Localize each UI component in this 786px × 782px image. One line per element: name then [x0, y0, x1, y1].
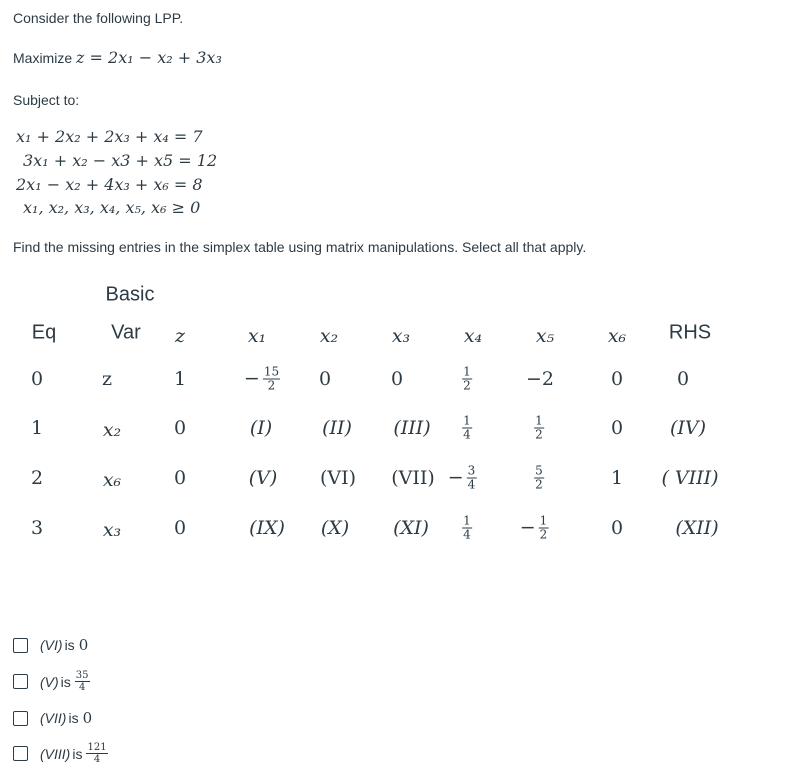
header-rhs: RHS: [668, 321, 712, 344]
row3-eq: 3: [30, 517, 44, 539]
intro-text: Consider the following LPP.: [13, 10, 184, 26]
constraint-3: 2x₁ − x₂ + 4x₃ + x₆ = 8: [16, 175, 203, 194]
numerator: 1: [463, 364, 471, 379]
denominator: 4: [463, 427, 471, 442]
option-value-fraction: [75, 670, 90, 693]
constraint-1: x₁ + 2x₂ + 2x₃ + x₄ = 7: [16, 127, 203, 146]
row0-rhs: 0: [676, 368, 690, 390]
row3-x1: (IX): [249, 517, 285, 539]
numerator: 1: [463, 413, 471, 428]
denominator: 2: [535, 427, 543, 442]
row1-x3: (III): [393, 417, 431, 439]
row3-var: x₃: [102, 519, 122, 541]
row0-x4: [462, 366, 472, 393]
minus-sign: −: [243, 367, 260, 389]
denominator: 4: [93, 754, 101, 765]
denominator: 4: [78, 682, 86, 693]
numerator: 1: [463, 513, 471, 528]
checkbox[interactable]: [13, 674, 28, 689]
row0-eq: 0: [30, 368, 44, 390]
row2-var: x₆: [102, 469, 122, 491]
header-x4: x₄: [463, 325, 483, 347]
row0-x1: [244, 366, 280, 393]
fraction: [462, 366, 472, 393]
denominator: 4: [463, 527, 471, 542]
header-x1: x₁: [247, 325, 267, 347]
nonnegativity-constraint: x₁, x₂, x₃, x₄, x₅, x₆ ≥ 0: [23, 198, 201, 217]
checkbox[interactable]: [13, 746, 28, 761]
row0-x3: 0: [390, 368, 404, 390]
row2-z: 0: [173, 467, 187, 489]
row2-rhs: ( VIII): [661, 467, 719, 489]
option-label: (VII): [40, 710, 67, 726]
numerator: 35: [75, 670, 89, 681]
row3-rhs: (XII): [675, 517, 719, 539]
row1-rhs: (IV): [669, 417, 707, 439]
objective-label: Maximize: [13, 50, 73, 66]
option-1[interactable]: [13, 636, 88, 654]
numerator: 121: [87, 742, 107, 753]
option-3[interactable]: [13, 709, 92, 727]
objective-expr: z = 2x₁ − x₂ + 3x₃: [76, 48, 222, 67]
numerator: 1: [535, 413, 543, 428]
row0-var: z: [101, 368, 113, 390]
option-value: 0: [78, 636, 89, 654]
fraction: [467, 465, 477, 492]
option-label: (V): [40, 673, 59, 690]
row0-x5: −2: [525, 368, 555, 390]
numerator: 5: [535, 463, 543, 478]
checkbox[interactable]: [13, 711, 28, 726]
row3-x2: (X): [320, 517, 350, 539]
fraction: [462, 515, 472, 542]
header-x2: x₂: [319, 325, 339, 347]
header-basic: Basic: [105, 283, 155, 306]
row3-x3: (XI): [393, 517, 429, 539]
header-var: Var: [111, 321, 141, 344]
objective: [13, 48, 222, 67]
row1-x6: 0: [610, 417, 624, 439]
fraction: [534, 415, 544, 442]
row3-x5: [520, 515, 549, 542]
option-is: is: [72, 745, 83, 762]
row0-z: 1: [173, 368, 187, 390]
denominator: 2: [539, 527, 548, 542]
row2-eq: 2: [30, 467, 44, 489]
row3-x6: 0: [610, 517, 624, 539]
header-x3: x₃: [391, 325, 411, 347]
option-value: 0: [82, 709, 93, 727]
checkbox[interactable]: [13, 638, 28, 653]
row0-x2: 0: [318, 368, 332, 390]
row1-var: x₂: [102, 419, 122, 441]
option-is: is: [60, 673, 71, 690]
option-is: is: [68, 710, 79, 726]
row2-x4: [448, 465, 477, 492]
fraction: [539, 515, 549, 542]
row3-x4: [462, 515, 472, 542]
row2-x5: [534, 465, 544, 492]
fraction: [534, 465, 544, 492]
numerator: 1: [539, 513, 548, 528]
row1-z: 0: [173, 417, 187, 439]
row0-x6: 0: [610, 368, 624, 390]
row2-x6: 1: [610, 467, 624, 489]
header-z: z: [174, 325, 186, 347]
row2-x3: (VII): [391, 467, 435, 489]
option-value-fraction: [86, 742, 107, 765]
option-label: (VIII): [40, 745, 71, 762]
denominator: 2: [463, 378, 471, 393]
denominator: 2: [535, 477, 543, 492]
constraint-2: 3x₁ + x₂ − x3 + x5 = 12: [23, 151, 218, 170]
option-label: (VI): [40, 637, 63, 653]
subject-to-label: Subject to:: [13, 92, 80, 108]
option-4[interactable]: [13, 742, 108, 765]
minus-sign: −: [519, 516, 536, 538]
row2-x2: (VI): [319, 467, 357, 489]
numerator: 3: [467, 463, 476, 478]
row2-x1: (V): [248, 467, 278, 489]
row3-z: 0: [173, 517, 187, 539]
fraction: [263, 366, 280, 393]
minus-sign: −: [447, 466, 464, 488]
row1-x4: [462, 415, 472, 442]
row1-x1: (I): [249, 417, 273, 439]
numerator: 15: [263, 364, 280, 379]
denominator: 2: [267, 378, 276, 393]
row1-x5: [534, 415, 544, 442]
header-eq: Eq: [31, 321, 57, 344]
denominator: 4: [467, 477, 476, 492]
header-x6: x₆: [607, 325, 627, 347]
row1-x2: (II): [322, 417, 352, 439]
option-is: is: [64, 637, 75, 653]
instruction-text: Find the missing entries in the simplex table using matrix manipulations. Select all that apply.: [13, 239, 587, 255]
option-2[interactable]: [13, 670, 90, 693]
row1-eq: 1: [30, 417, 44, 439]
header-x5: x₅: [535, 325, 555, 347]
fraction: [462, 415, 472, 442]
